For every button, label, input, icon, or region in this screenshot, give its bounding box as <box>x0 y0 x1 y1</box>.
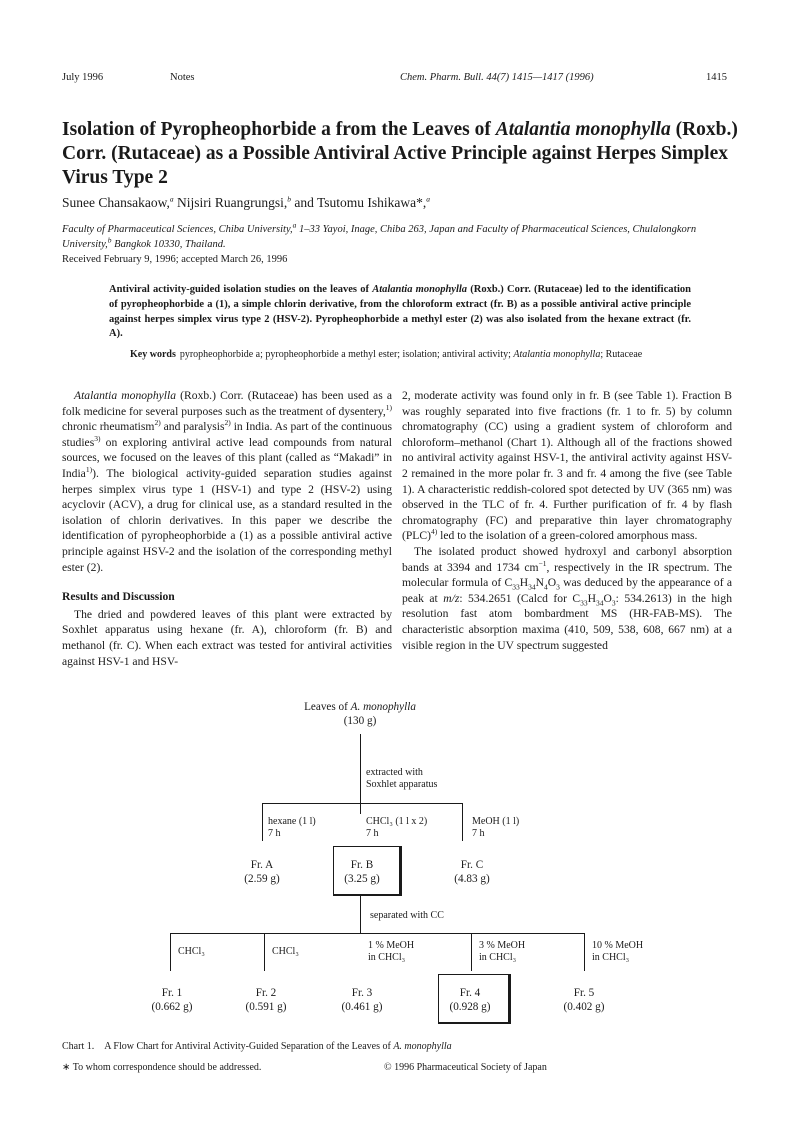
author-1-affil-mark: a <box>169 194 174 204</box>
chart-fr-c: Fr. C <box>460 859 484 871</box>
chart-fr-b-mass: (3.25 g) <box>344 873 380 885</box>
chart-branch2-drop-5 <box>584 933 585 971</box>
intro-text-f: ). The biological activity-guided separation studies against herpes simplex virus type 1 (HSV-1) and type 2 (HSV-2) using acyclovir (ACV), a drug for clinical use, as a standard resulted in the isolation of chlorin derivatives. In this paper we describe the identification of pyropheophorbide a (1) as a possible antiviral active principle against HSV-2 and the isolation of the corresponding methyl ester (2). <box>62 466 392 574</box>
chart-branch2-drop-2 <box>264 933 265 971</box>
chart-trunk-line-2 <box>360 896 361 934</box>
chart-root-mass: (130 g) <box>343 715 377 727</box>
calc-sub-1: 33 <box>580 598 588 608</box>
formula-n: N <box>535 576 544 590</box>
chart-branch-meoh: MeOH (1 l) <box>472 816 520 827</box>
chart-fr-3: Fr. 3 <box>351 987 373 999</box>
formula-sub-2: 34 <box>528 582 536 592</box>
chart-step2: separated with CC <box>370 910 444 921</box>
chart-sub-4-l2: in CHCl₃ <box>479 952 517 963</box>
intro-text-e: on exploring antiviral active lead compounds from natural sources, we focused on the leaves of this plant (called as “Makadi” in India <box>62 435 392 480</box>
header-journal: Chem. Pharm. Bull. 44(7) 1415—1417 (1996) <box>400 72 594 83</box>
affiliation <box>62 222 742 252</box>
keywords-label: Key words <box>130 349 176 360</box>
affiliation-part1: Faculty of Pharmaceutical Sciences, Chiba University, <box>62 224 293 235</box>
chart-branch1-right-drop <box>462 803 463 841</box>
results-continued-paragraph <box>402 388 732 544</box>
chart-branch-hexane: hexane (1 l) <box>268 816 316 827</box>
section-heading: Results and Discussion <box>62 590 175 604</box>
ref-3: 3) <box>94 433 101 443</box>
formula-h: H <box>519 576 529 590</box>
spectra-paragraph <box>402 544 732 653</box>
author-list <box>62 195 430 211</box>
title-species: Atalantia monophylla <box>495 119 671 140</box>
chart-sub-3-l1: 1 % MeOH <box>368 940 415 951</box>
spectra-text-e: : 534.2613) in the high resolution fast atom bombardment MS (HR-FAB-MS). The characteristic absorption maxima (410, 509, 538, 608, 667 nm) at a visible region in the UV spectrum suggested <box>402 591 732 652</box>
keywords-species: Atalantia monophylla <box>513 349 601 360</box>
calc-h: H <box>587 591 597 605</box>
chart-step1-l1: extracted with <box>366 767 423 778</box>
header-page-number: 1415 <box>706 72 727 83</box>
author-1: Sunee Chansakaow, <box>62 195 170 210</box>
chart-root-species: A. monophylla <box>350 701 416 713</box>
affiliation-part3: Bangkok 10330, Thailand. <box>111 239 226 250</box>
keywords <box>130 348 692 362</box>
chart-branch2-line <box>170 933 584 934</box>
ref-1: 1) <box>385 402 392 412</box>
chart-root-label <box>260 700 460 714</box>
chart-branch1-line <box>262 803 462 804</box>
chart-sub-3-l2: in CHCl₃ <box>368 952 406 963</box>
correspondence-note: ∗ To whom correspondence should be addressed. <box>62 1062 262 1073</box>
copyright-line: © 1996 Pharmaceutical Society of Japan <box>384 1062 547 1073</box>
chart-fr-c-mass: (4.83 g) <box>454 873 490 885</box>
header-date: July 1996 <box>62 72 104 83</box>
affiliation-mark-b: b <box>107 235 112 245</box>
spectra-text-a: The isolated product showed hydroxyl and carbonyl absorption bands at 3394 and 1734 cm <box>402 544 732 574</box>
intro-text-c: and paralysis <box>160 420 225 434</box>
title-part1: Isolation of Pyropheophorbide a from the Leaves of <box>62 119 496 140</box>
affiliation-part2: 1–33 Yayoi, Inage, Chiba 263, Japan and Faculty of Pharmaceutical Sciences, Chulalongkorn University, <box>62 224 697 250</box>
intro-text-d: in India. As part of the continuous studies <box>62 420 393 449</box>
chart-sub-5-l2: in CHCl₃ <box>592 952 630 963</box>
separation-flow-chart <box>0 700 793 1030</box>
formula-sub-3: 4 <box>543 582 548 592</box>
author-2-affil-mark: b <box>287 194 291 204</box>
chart-branch1-left-drop <box>262 803 263 841</box>
chart-fr-3-mass: (0.461 g) <box>341 1001 383 1013</box>
intro-text-a: (Roxb.) Corr. (Rutaceae) has been used as a folk medicine for several purposes such as the treatment of dysentery, <box>62 389 393 418</box>
ref-2: 2) <box>154 418 161 428</box>
results-text-a: 2, moderate activity was found only in fr. B (see Table 1). Fraction B was roughly separated into five fractions (fr. 1 to fr. 5) by column chromatography (CC) using a gradient system of chloroform and chloroform–methanol (Chart 1). Although all of the fractions showed no antiviral activity against HSV-1, the antiviral activity against HSV-2 remained in the more polar fr. 3 and fr. 4 among the five (see Table 1). A characteristic reddish-colored spot detected by UV (365 nm) was observed in the TLC of fr. 4. Further purification of fr. 4 by flash chromatography (FC) and preparative thin layer chromatography (PLC) <box>402 389 732 543</box>
chart-sub-5-l1: 10 % MeOH <box>592 940 644 951</box>
spectra-text-d: : 534.2651 (Calcd for C <box>459 591 581 605</box>
chart-fr-a: Fr. A <box>250 859 274 871</box>
intro-species: Atalantia monophylla <box>74 389 177 402</box>
ref-4: 4) <box>430 527 438 537</box>
chart-branch-meoh-time: 7 h <box>472 828 485 839</box>
chart-sub-1: CHCl₃ <box>178 946 205 957</box>
chart-fr-1-mass: (0.662 g) <box>151 1001 193 1013</box>
chart-fr-4-mass: (0.928 g) <box>449 1001 491 1013</box>
article-title <box>62 118 742 190</box>
calc-sub-2: 34 <box>596 598 604 608</box>
abstract-part1: Antiviral activity-guided isolation studies on the leaves of <box>109 284 373 295</box>
chart-fr-2-mass: (0.591 g) <box>245 1001 287 1013</box>
abstract-part2: (Roxb.) Corr. (Rutaceae) led to the identification of pyropheophorbide a (1), a simple chlorin derivative, from the chloroform extract (fr. B) as a possible antiviral active principle against herpes simplex virus type 2 (HSV-2). Pyropheophorbide a methyl ester (2) was also isolated from the hexane extract (fr. A). <box>109 284 691 340</box>
chart-step1-l2: Soxhlet apparatus <box>366 779 438 790</box>
formula-sub-4: 3 <box>556 582 560 592</box>
affiliation-mark-a: a <box>292 220 297 230</box>
chart-fr-4: Fr. 4 <box>459 987 481 999</box>
keywords-tail: ; Rutaceae <box>600 349 643 360</box>
author-2: Nijsiri Ruangrungsi, <box>173 195 288 210</box>
abstract-species: Atalantia monophylla <box>372 284 468 295</box>
chart-root-prefix: Leaves of <box>304 701 351 713</box>
body-left-column <box>62 388 392 669</box>
abstract <box>109 283 691 342</box>
caption-text: Chart 1. A Flow Chart for Antiviral Activity-Guided Separation of the Leaves of <box>62 1041 394 1052</box>
received-dates: Received February 9, 1996; accepted March 26, 1996 <box>62 254 288 265</box>
header-section: Notes <box>170 72 195 83</box>
results-text-b: led to the isolation of a green-colored amorphous mass. <box>437 529 698 543</box>
spectra-text-c: was deduced by the appearance of a peak at <box>402 576 732 605</box>
chart-fr-a-mass: (2.59 g) <box>244 873 280 885</box>
caption-species: A. monophylla <box>393 1041 452 1052</box>
chart-trunk-line-1 <box>360 734 361 814</box>
calc-sub-3: 3 <box>611 598 616 608</box>
intro-text-b: chronic rheumatism <box>62 420 155 434</box>
chart-fr-b: Fr. B <box>350 859 374 871</box>
calc-o: O <box>603 591 612 605</box>
results-paragraph: The dried and powdered leaves of this plant were extracted by Soxhlet apparatus using hexane (fr. A), chloroform (fr. B) and methanol (fr. C). When each extract was tested for antiviral activities against HSV-1 and HSV- <box>62 607 392 668</box>
author-3-affil-mark: a <box>426 194 431 204</box>
formula-sub-1: 33 <box>512 582 520 592</box>
spectra-text-b: , respectively in the IR spectrum. The molecular formula of C <box>402 560 732 590</box>
keywords-text: pyropheophorbide a; pyropheophorbide a methyl ester; isolation; antiviral activity; <box>179 349 514 360</box>
title-part2: (Roxb.) Corr. (Rutaceae) as a Possible Antiviral Active Principle against Herpes Simplex Virus Type 2 <box>62 119 738 188</box>
ref-1b: 1) <box>85 465 93 475</box>
chart-fr-5-mass: (0.402 g) <box>563 1001 605 1013</box>
author-3: and Tsutomu Ishikawa*, <box>290 195 427 210</box>
intro-paragraph <box>62 388 392 575</box>
body-right-column <box>402 388 732 653</box>
formula-o: O <box>547 576 557 590</box>
chart-sub-4-l1: 3 % MeOH <box>479 940 526 951</box>
chart-branch2-drop-1 <box>170 933 171 971</box>
chart-sub-2: CHCl₃ <box>272 946 299 957</box>
mz-label: m/z <box>443 591 460 605</box>
chart-branch2-drop-4 <box>471 933 472 971</box>
chart-branch-chcl3-time: 7 h <box>366 828 379 839</box>
chart-fr-1: Fr. 1 <box>161 987 183 999</box>
chart-fr-5: Fr. 5 <box>573 987 595 999</box>
chart-caption <box>62 1041 452 1052</box>
chart-branch-hexane-time: 7 h <box>268 828 281 839</box>
unit-superscript: −1 <box>538 558 547 568</box>
ref-2b: 2) <box>224 418 231 428</box>
chart-branch-chcl3: CHCl₃ (1 l x 2) <box>366 816 428 827</box>
chart-fr-2: Fr. 2 <box>255 987 277 999</box>
